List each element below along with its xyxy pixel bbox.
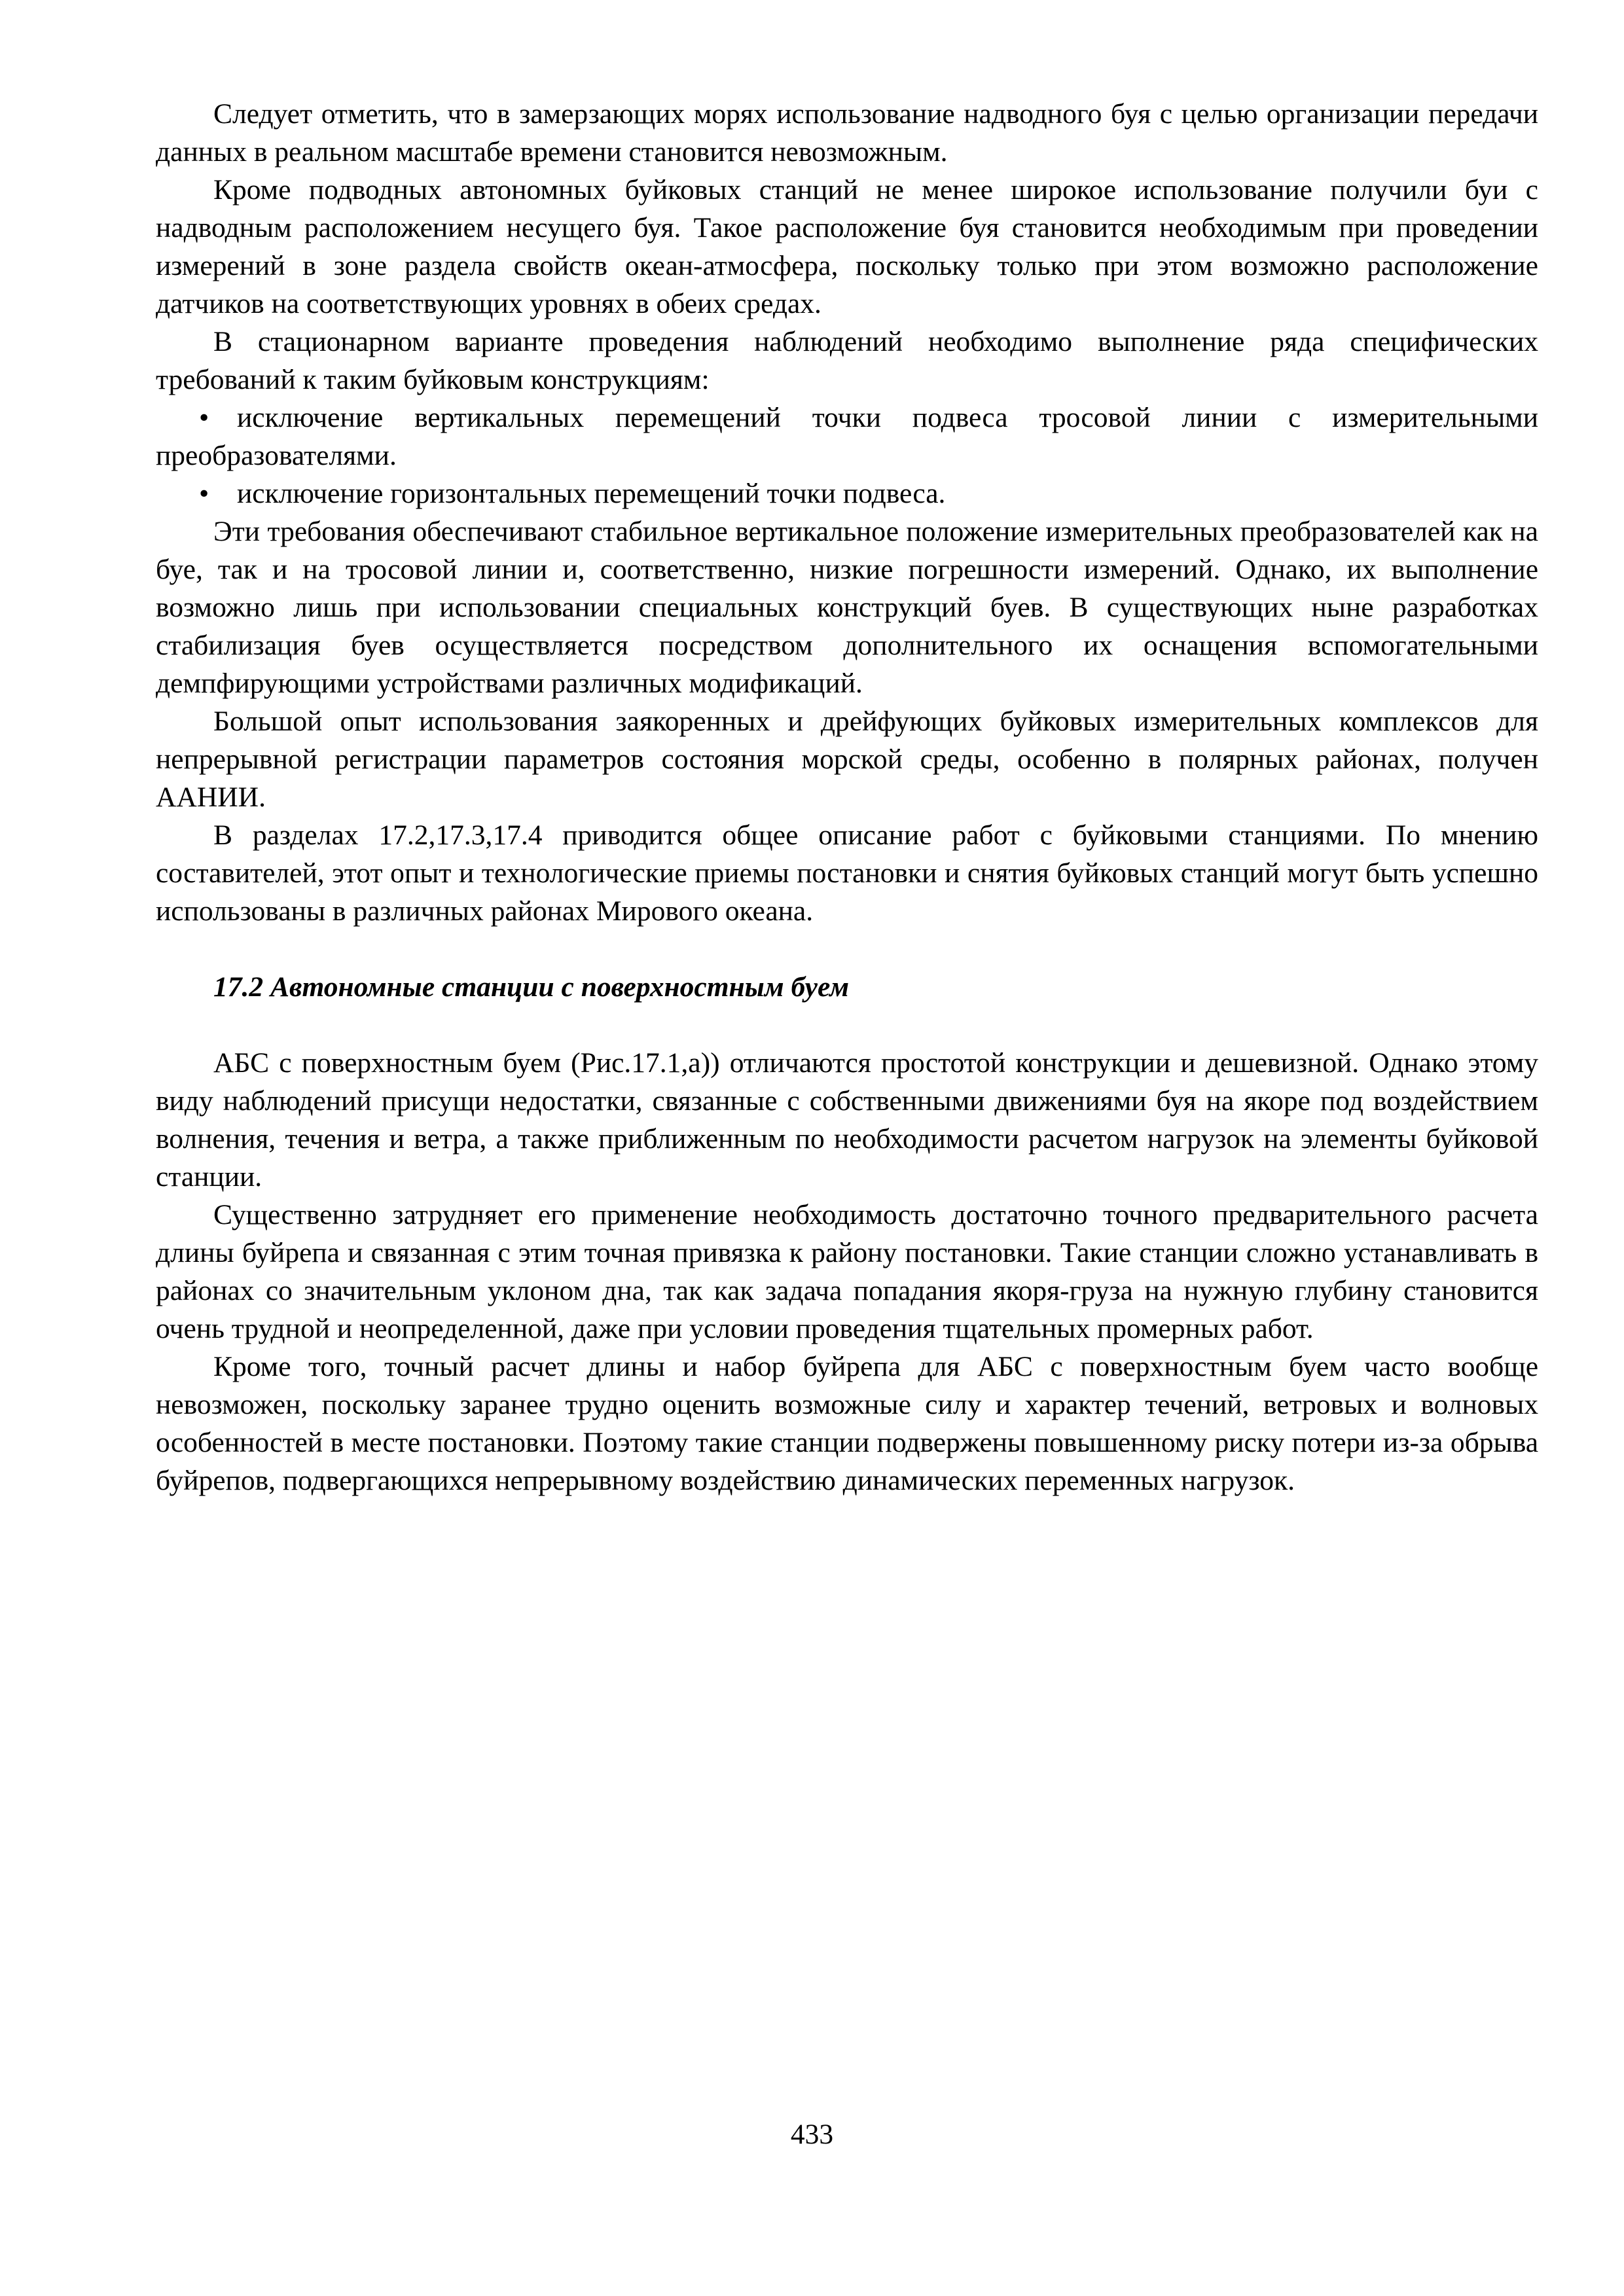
page-number: 433 bbox=[790, 2119, 834, 2150]
paragraph: Следует отметить, что в замерзающих морях использование надводного буя с целью организации передачи данных в реальном масштабе времени становится невозможным. bbox=[156, 98, 1538, 168]
paragraph: Кроме подводных автономных буйковых станций не менее широкое использование получили буи с надводным расположением несущего буя. Такое расположение буя становится необходимым при проведении измерений в зоне раздела свойств океан-атмосфера, поскольку только при этом возможно расположение датчиков на соответствующих уровнях в обеих средах. bbox=[156, 174, 1538, 319]
section-heading: 17.2 Автономные станции с поверхностным буем bbox=[213, 971, 849, 1003]
paragraph: В разделах 17.2,17.3,17.4 приводится общее описание работ с буйковыми станциями. По мнению составителей, этот опыт и технологические приемы постановки и снятия буйковых станций могут быть успешно использованы в различных районах Мирового океана. bbox=[156, 819, 1538, 927]
paragraph: Кроме того, точный расчет длины и набор буйрепа для АБС с поверхностным буем часто вообще невозможен, поскольку заранее трудно оценить возможные силу и характер течений, ветровых и волновых особенностей в месте постановки. Поэтому такие станции подвержены повышенному риску потери из-за обрыва буйрепов, подвергающихся непрерывному воздействию динамических переменных нагрузок. bbox=[156, 1351, 1538, 1496]
bullet-item bbox=[156, 475, 1538, 512]
paragraph: Эти требования обеспечивают стабильное вертикальное положение измерительных преобразователей как на буе, так и на тросовой линии и, соответственно, низкие погрешности измерений. Однако, их выполнение возможно лишь при использовании специальных конструкций буев. В существующих ныне разработках стабилизация буев осуществляется посредством дополнительного их оснащения вспомогательными демпфирующими устройствами различных модификаций. bbox=[156, 516, 1538, 699]
bullet-icon: • bbox=[199, 402, 209, 433]
paragraph: Большой опыт использования заякоренных и дрейфующих буйковых измерительных комплексов для непрерывной регистрации параметров состояния морской среды, особенно в полярных районах, получен ААНИИ. bbox=[156, 706, 1538, 813]
paragraph: Существенно затрудняет его применение необходимость достаточно точного предварительного расчета длины буйрепа и связанная с этим точная привязка к району постановки. Такие станции сложно устанавливать в районах со значительным уклоном дна, так как задача попадания якоря-груза на нужную глубину становится очень трудной и неопределенной, даже при условии проведения тщательных промерных работ. bbox=[156, 1199, 1538, 1344]
bullet-text: исключение вертикальных перемещений точки подвеса тросовой линии с измерительными преобразователями. bbox=[156, 402, 1538, 471]
bullet-item bbox=[156, 399, 1538, 475]
bullet-text: исключение горизонтальных перемещений точки подвеса. bbox=[237, 478, 946, 509]
paragraph: АБС с поверхностным буем (Рис.17.1,а)) отличаются простотой конструкции и дешевизной. Однако этому виду наблюдений присущи недостатки, связанные с собственными движениями буя на якоре под воздействием волнения, течения и ветра, а также приближенным по необходимости расчетом нагрузок на элементы буйковой станции. bbox=[156, 1047, 1538, 1193]
document-page bbox=[156, 95, 1538, 1499]
bullet-icon: • bbox=[199, 478, 209, 509]
paragraph: В стационарном варианте проведения наблюдений необходимо выполнение ряда специфических требований к таким буйковым конструкциям: bbox=[156, 326, 1538, 395]
